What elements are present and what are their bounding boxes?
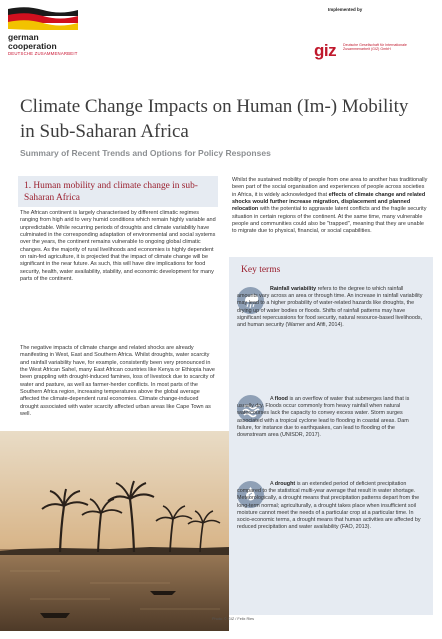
org-name xyxy=(8,33,108,51)
org-tagline: DEUTSCHE ZUSAMMENARBEIT xyxy=(8,51,78,56)
org-name-line1: german xyxy=(8,32,39,42)
page-title: Climate Change Impacts on Human (Im-) Mobility in Sub-Saharan Africa xyxy=(20,96,409,142)
paragraph-right-1-text-b: with the potential to aggravate latent conflicts and the fragile security situation in certain regions of the continent. At the same time, many vulnerable people and communities could also be "trapped", meaning that they are unable to migrate due to physical, financial, or social capabilities. xyxy=(232,206,427,235)
key-term-2-text: is an overflow of water that submerges land that is usually dry. Floods occur commonly from heavy rainfall when natural watercourses lack the capacity to convey excess water. Storm surges associated with a tropical cyclone lead to flooding in coastal areas. Dam failure, for instance due to earthquakes, can lead to flooding of the downstream area (UNISDR, 2017). xyxy=(237,396,410,439)
key-terms-title: Key terms xyxy=(241,265,281,275)
section-heading: 1. Human mobility and climate change in sub-Saharan Africa xyxy=(24,181,198,203)
key-term-1-text: refers to the degree to which rainfall amounts vary across an area or through time. An increase in rainfall variability may lead to a higher probability of water-related hazards like droughts, the drying up of water bodies or floods. Shifts of rainfall patterns may have significant repercussions for food security, natural resource-based livelihoods, and human security (Warner and Afifi, 2014). xyxy=(237,286,423,329)
key-term-3 xyxy=(237,481,425,531)
org-name-line2: cooperation xyxy=(8,41,57,51)
key-term-1 xyxy=(237,286,425,329)
giz-full-name: Deutsche Gesellschaft für Internationale Zusammenarbeit (GIZ) GmbH xyxy=(343,43,407,52)
key-term-3-prefix: A xyxy=(270,481,275,487)
key-term-2 xyxy=(237,396,425,439)
key-term-2-prefix: A xyxy=(270,396,275,402)
key-term-1-term: Rainfall variability xyxy=(270,286,317,292)
paragraph-1: The African continent is largely characterised by different climatic regimes ranging from high arid to very humid conditions which remain highly variable and unpredictable. While recurring periods of droughts and climate variability have culminated in the corresponding adaptation of environmental and social systems over the years, the continent remains vulnerable to ongoing global climatic changes. As the majority of rural livelihoods and economies is highly dependent on rain-fed agriculture, it is projected that the impact of climate change will be significant in the near future. As such, this will have dire implications for food security, health, water availability, stability, and economic development for many parts of the continent. xyxy=(20,210,216,283)
key-term-3-term: drought xyxy=(274,481,296,487)
german-flag-logo xyxy=(8,6,78,32)
photo-credit: Photo: © GIZ / Felix Ries xyxy=(212,617,255,621)
page-subtitle: Summary of Recent Trends and Options for Policy Responses xyxy=(20,148,271,158)
implemented-by-label: Implemented by xyxy=(328,7,363,12)
paragraph-right-1-text-a: Whilst the sustained mobility of people from one area to another has traditionally been part of the social organisation and experiences of people across societies in Africa, it is widely acknowledged that xyxy=(232,177,428,198)
giz-logo: giz xyxy=(314,41,337,60)
key-term-3-text: is an extended period of deficient precipitation compared to the statistical multi-year average that result in water shortage. Meteorologically, a drought means that precipitation patterns depart from the long-term normal; agriculturally, a drought takes place when insufficient soil moisture cannot meet the needs of a particular crop at a particular time. In socio-economic terms, a drought means that human activities are affected by reduced precipitation and water availability (FAO, 2013). xyxy=(237,481,421,531)
coastal-palm-photo xyxy=(0,431,229,631)
paragraph-2: The negative impacts of climate change and related shocks are already manifesting in West, East and Southern Africa. Whilst droughts, water scarcity and rainfall variability have, for example, consistently been very pronounced in the West African Sahel, many East African countries like Kenya or Ethiopia have been grappling with drought-induced famines, loss of livestock due to scarcity of water and pasture, as well as farmer-herder conflicts. In most parts of the Southern Africa region, increasing temperatures above the global average affected the climate-dependent rural economies. Climate change-induced drought associated with water scarcity affected urban areas like Cape Town as well. xyxy=(20,345,215,418)
key-term-2-term: flood xyxy=(274,396,288,402)
paragraph-right-1 xyxy=(232,177,429,236)
paragraph-right-1-bold: effects of climate change and related shocks would further increase migration, displacement and planned relocation xyxy=(232,191,426,213)
